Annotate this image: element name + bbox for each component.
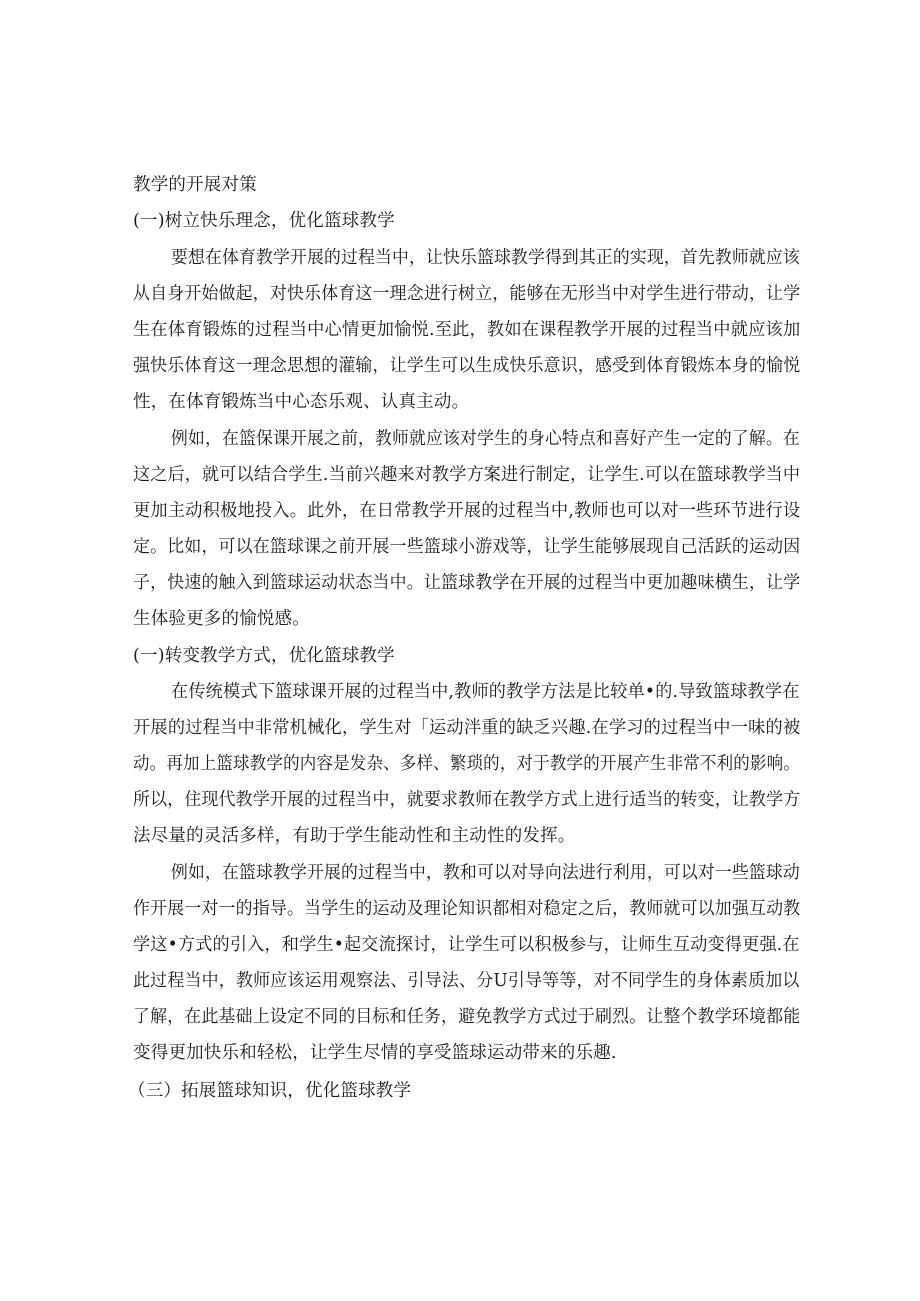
para-2-line-4: 定。比如，可以在篮球课之前开展一些篮球小游戏等，让学生能够展现自己活跃的运动因 <box>133 537 801 557</box>
para-1-line-5: 性，在体育锻炼当中心态乐观、认真主动。 <box>133 392 470 412</box>
para-3-line-5: 法尽量的灵活多样，有助于学生能动性和主动性的发挥。 <box>133 826 576 846</box>
para-3-line-2: 开展的过程当中非常机械化，学生对「运动泮重的缺乏兴趣.在学习的过程当中一味的被 <box>133 718 801 738</box>
para-4-line-1: 例如，在篮球教学开展的过程当中，教和可以对导向法进行利用，可以对一些篮球动 <box>171 863 800 883</box>
para-2-line-1: 例如，在篮保课开展之前，教师就应该对学生的身心特点和喜好产生一定的了解。在 <box>171 429 800 449</box>
heading-2: (一)转变教学方式，优化篮球教学 <box>133 646 395 666</box>
para-1-line-1: 要想在体育教学开展的过程当中，让快乐篮球教学得到其正的实现，首先教师就应该 <box>171 248 800 268</box>
para-2-line-2: 这之后，就可以结合学生.当前兴趣来对教学方案进行制定，让学生.可以在篮球教学当中 <box>133 465 801 485</box>
para-1-line-3: 生在体育锻炼的过程当中心情更加愉悦.至此，教如在课程教学开展的过程当中就应该加 <box>133 320 801 340</box>
para-4-line-6: 变得更加快乐和轻松，让学生尽情的享受篮球运动带来的乐趣. <box>133 1043 617 1063</box>
para-4-line-4: 此过程当中，教师应该运用观察法、引导法、分U引导等等，对不同学生的身体素质加以 <box>133 971 800 991</box>
heading-3: （三）拓展篮球知识，优化篮球教学 <box>128 1081 412 1101</box>
para-3-line-1: 在传统模式下篮球课开展的过程当中,教师的教学方法是比较单•的.导致篮球教学在 <box>171 682 800 702</box>
para-3-line-3: 动。再加上篮球教学的内容是发杂、多样、繁琐的，对于教学的开展产生非常不利的影响。 <box>133 754 801 774</box>
para-2-line-5: 子，快速的触入到篮球运动状态当中。让篮球教学在开展的过程当中更加趣味横生，让学 <box>133 573 801 593</box>
heading-1: (一)树立快乐理念，优化篮球教学 <box>133 211 395 231</box>
para-4-line-3: 学这•方式的引入，和学生•起交流探讨，让学生可以积极参与，让师生互动变得更强.在 <box>133 935 800 955</box>
para-3-line-4: 所以，住现代教学开展的过程当中，就要求教师在教学方式上进行适当的转变，让教学方 <box>133 790 801 810</box>
para-1-line-2: 从自身开始做起，对快乐体育这一理念进行树立，能够在无形当中对学生进行带动，让学 <box>133 284 801 304</box>
para-4-line-2: 作开展一对一的指导。当学生的运动及理论知识都相对稳定之后，教师就可以加强互动教 <box>133 899 801 919</box>
para-2-line-3: 更加主动积极地投入。此外，在日常教学开展的过程当中,教师也可以对一些环节进行设 <box>133 501 801 521</box>
para-2-line-6: 生体验更多的愉悦感。 <box>133 609 310 629</box>
para-4-line-5: 了解，在此基础上设定不同的目标和任务，避免教学方式过于刷烈。让整个教学环境都能 <box>133 1007 801 1027</box>
section-title: 教学的开展对策 <box>133 175 257 195</box>
para-1-line-4: 强快乐体育这一理念思想的灌输，让学生可以生成快乐意识，感受到体育锻炼本身的愉悦 <box>133 356 801 376</box>
